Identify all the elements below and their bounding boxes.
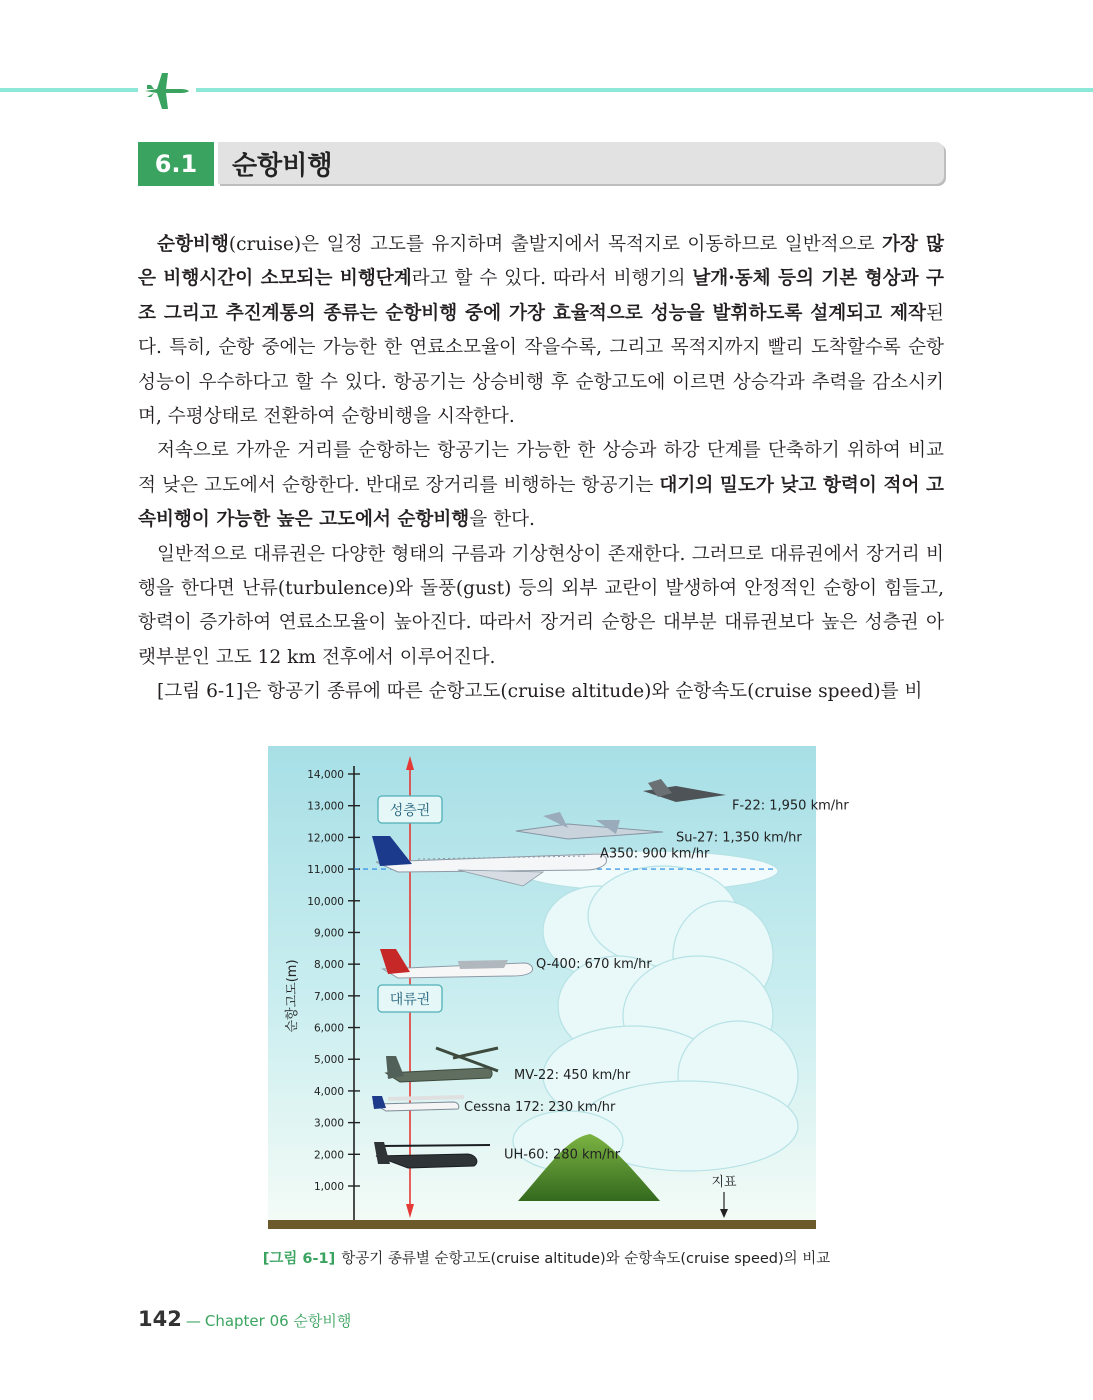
y-tick-label: 6,000 <box>313 1022 344 1035</box>
y-tick-label: 7,000 <box>313 990 344 1003</box>
y-tick-label: 5,000 <box>313 1054 344 1067</box>
text-run: (cruise)은 일정 고도를 유지하며 출발지에서 목적지로 이동하므로 일반적으로 <box>228 234 883 255</box>
paragraph <box>138 228 944 434</box>
ground <box>268 1220 816 1229</box>
ground-label: 지표 <box>711 1175 737 1190</box>
chapter-title: Chapter 06 순항비행 <box>204 1312 352 1330</box>
text-run: 라고 할 수 있다. 따라서 비행기의 <box>411 268 693 290</box>
bold-text: 날개·동체 등의 기본 형상과 구조 그리고 추진계통의 종류는 순항비행 중에 가장 효율적으로 성능을 발휘하도록 설계되고 제작 <box>138 268 945 324</box>
page-footer <box>138 1307 351 1331</box>
section-title: 순항비행 <box>232 151 333 181</box>
aircraft-speed-label: MV-22: 450 km/hr <box>514 1068 631 1084</box>
figure-caption <box>0 1247 1093 1268</box>
aircraft-speed-label: A350: 900 km/hr <box>600 846 710 862</box>
y-tick-label: 2,000 <box>313 1149 344 1162</box>
body-text <box>138 228 944 710</box>
text-run: 을 한다. <box>469 509 535 531</box>
stratosphere-label: 성층권 <box>389 803 431 819</box>
aircraft-speed-label: Q-400: 670 km/hr <box>536 957 652 973</box>
y-tick-label: 9,000 <box>313 927 344 940</box>
text-run: 된다. 특히, 순항 중에는 가능한 한 연료소모율이 작을수록, 그리고 목적지까지 빨리 도착할수록 순항성능이 우수하다고 할 수 있다. 항공기는 상승비행 후 순항고도에 이르면 상승각과 추력을 감소시키며, 수평상태로 전환하여 순항비행을 시작한다. <box>138 302 944 428</box>
airplane-icon <box>143 70 189 112</box>
page-number: 142 <box>138 1307 182 1331</box>
y-tick-label: 11,000 <box>307 864 344 877</box>
figure-caption-label: [그림 6-1] <box>262 1251 336 1267</box>
bold-text: 대기의 밀도가 낮고 항력이 적어 고속비행이 가능한 높은 고도에서 순항비행 <box>138 474 944 531</box>
bold-text: 순항비행 <box>157 234 229 255</box>
y-axis-label: 순항고도(m) <box>285 959 300 1033</box>
y-tick-label: 8,000 <box>313 959 344 972</box>
cruise-altitude-figure <box>268 746 849 1229</box>
paragraph <box>138 434 944 537</box>
aircraft-speed-label: Cessna 172: 230 km/hr <box>464 1099 616 1115</box>
header-rule-left <box>0 88 138 92</box>
header-rule-right <box>196 88 1093 92</box>
paragraph <box>138 675 944 709</box>
bold-text: 가장 많은 비행시간이 소모되는 비행단계 <box>138 234 944 290</box>
section-number: 6.1 <box>138 142 214 186</box>
aircraft-speed-label: F-22: 1,950 km/hr <box>732 798 849 814</box>
y-tick-label: 14,000 <box>307 769 344 781</box>
y-tick-label: 4,000 <box>313 1085 344 1098</box>
troposphere-label: 대류권 <box>389 992 431 1008</box>
figure-caption-text: 항공기 종류별 순항고도(cruise altitude)와 순항속도(cruise speed)의 비교 <box>341 1251 831 1267</box>
y-tick-label: 12,000 <box>307 832 344 845</box>
y-tick-label: 13,000 <box>307 800 344 813</box>
footer-dash: — <box>185 1312 201 1330</box>
y-tick-label: 10,000 <box>307 895 344 908</box>
y-tick-label: 3,000 <box>313 1117 344 1130</box>
text-run: 저속으로 가까운 거리를 순항하는 항공기는 가능한 한 상승과 하강 단계를 단축하기 위하여 비교적 낮은 고도에서 순항한다. 반대로 장거리를 비행하는 항공기는 <box>138 440 944 496</box>
text-run: 일반적으로 대류권은 다양한 형태의 구름과 기상현상이 존재한다. 그러므로 대류권에서 장거리 비행을 한다면 난류(turbulence)와 돌풍(gust) 등의 외부 교란이 발생하여 안정적인 순항이 힘들고, 항력이 증가하여 연료소모율이 높아진다. 따라서 장거리 순항은 대부분 대류권보다 높은 성층권 아랫부분인 고도 12 km 전후에서 이루어진다. <box>138 543 944 668</box>
paragraph <box>138 538 944 676</box>
aircraft-speed-label: Su-27: 1,350 km/hr <box>676 830 802 846</box>
y-tick-label: 1,000 <box>313 1181 344 1193</box>
aircraft-speed-label: UH-60: 280 km/hr <box>504 1147 621 1163</box>
text-run: [그림 6-1]은 항공기 종류에 따른 순항고도(cruise altitude)와 순항속도(cruise speed)를 비 <box>157 681 923 703</box>
